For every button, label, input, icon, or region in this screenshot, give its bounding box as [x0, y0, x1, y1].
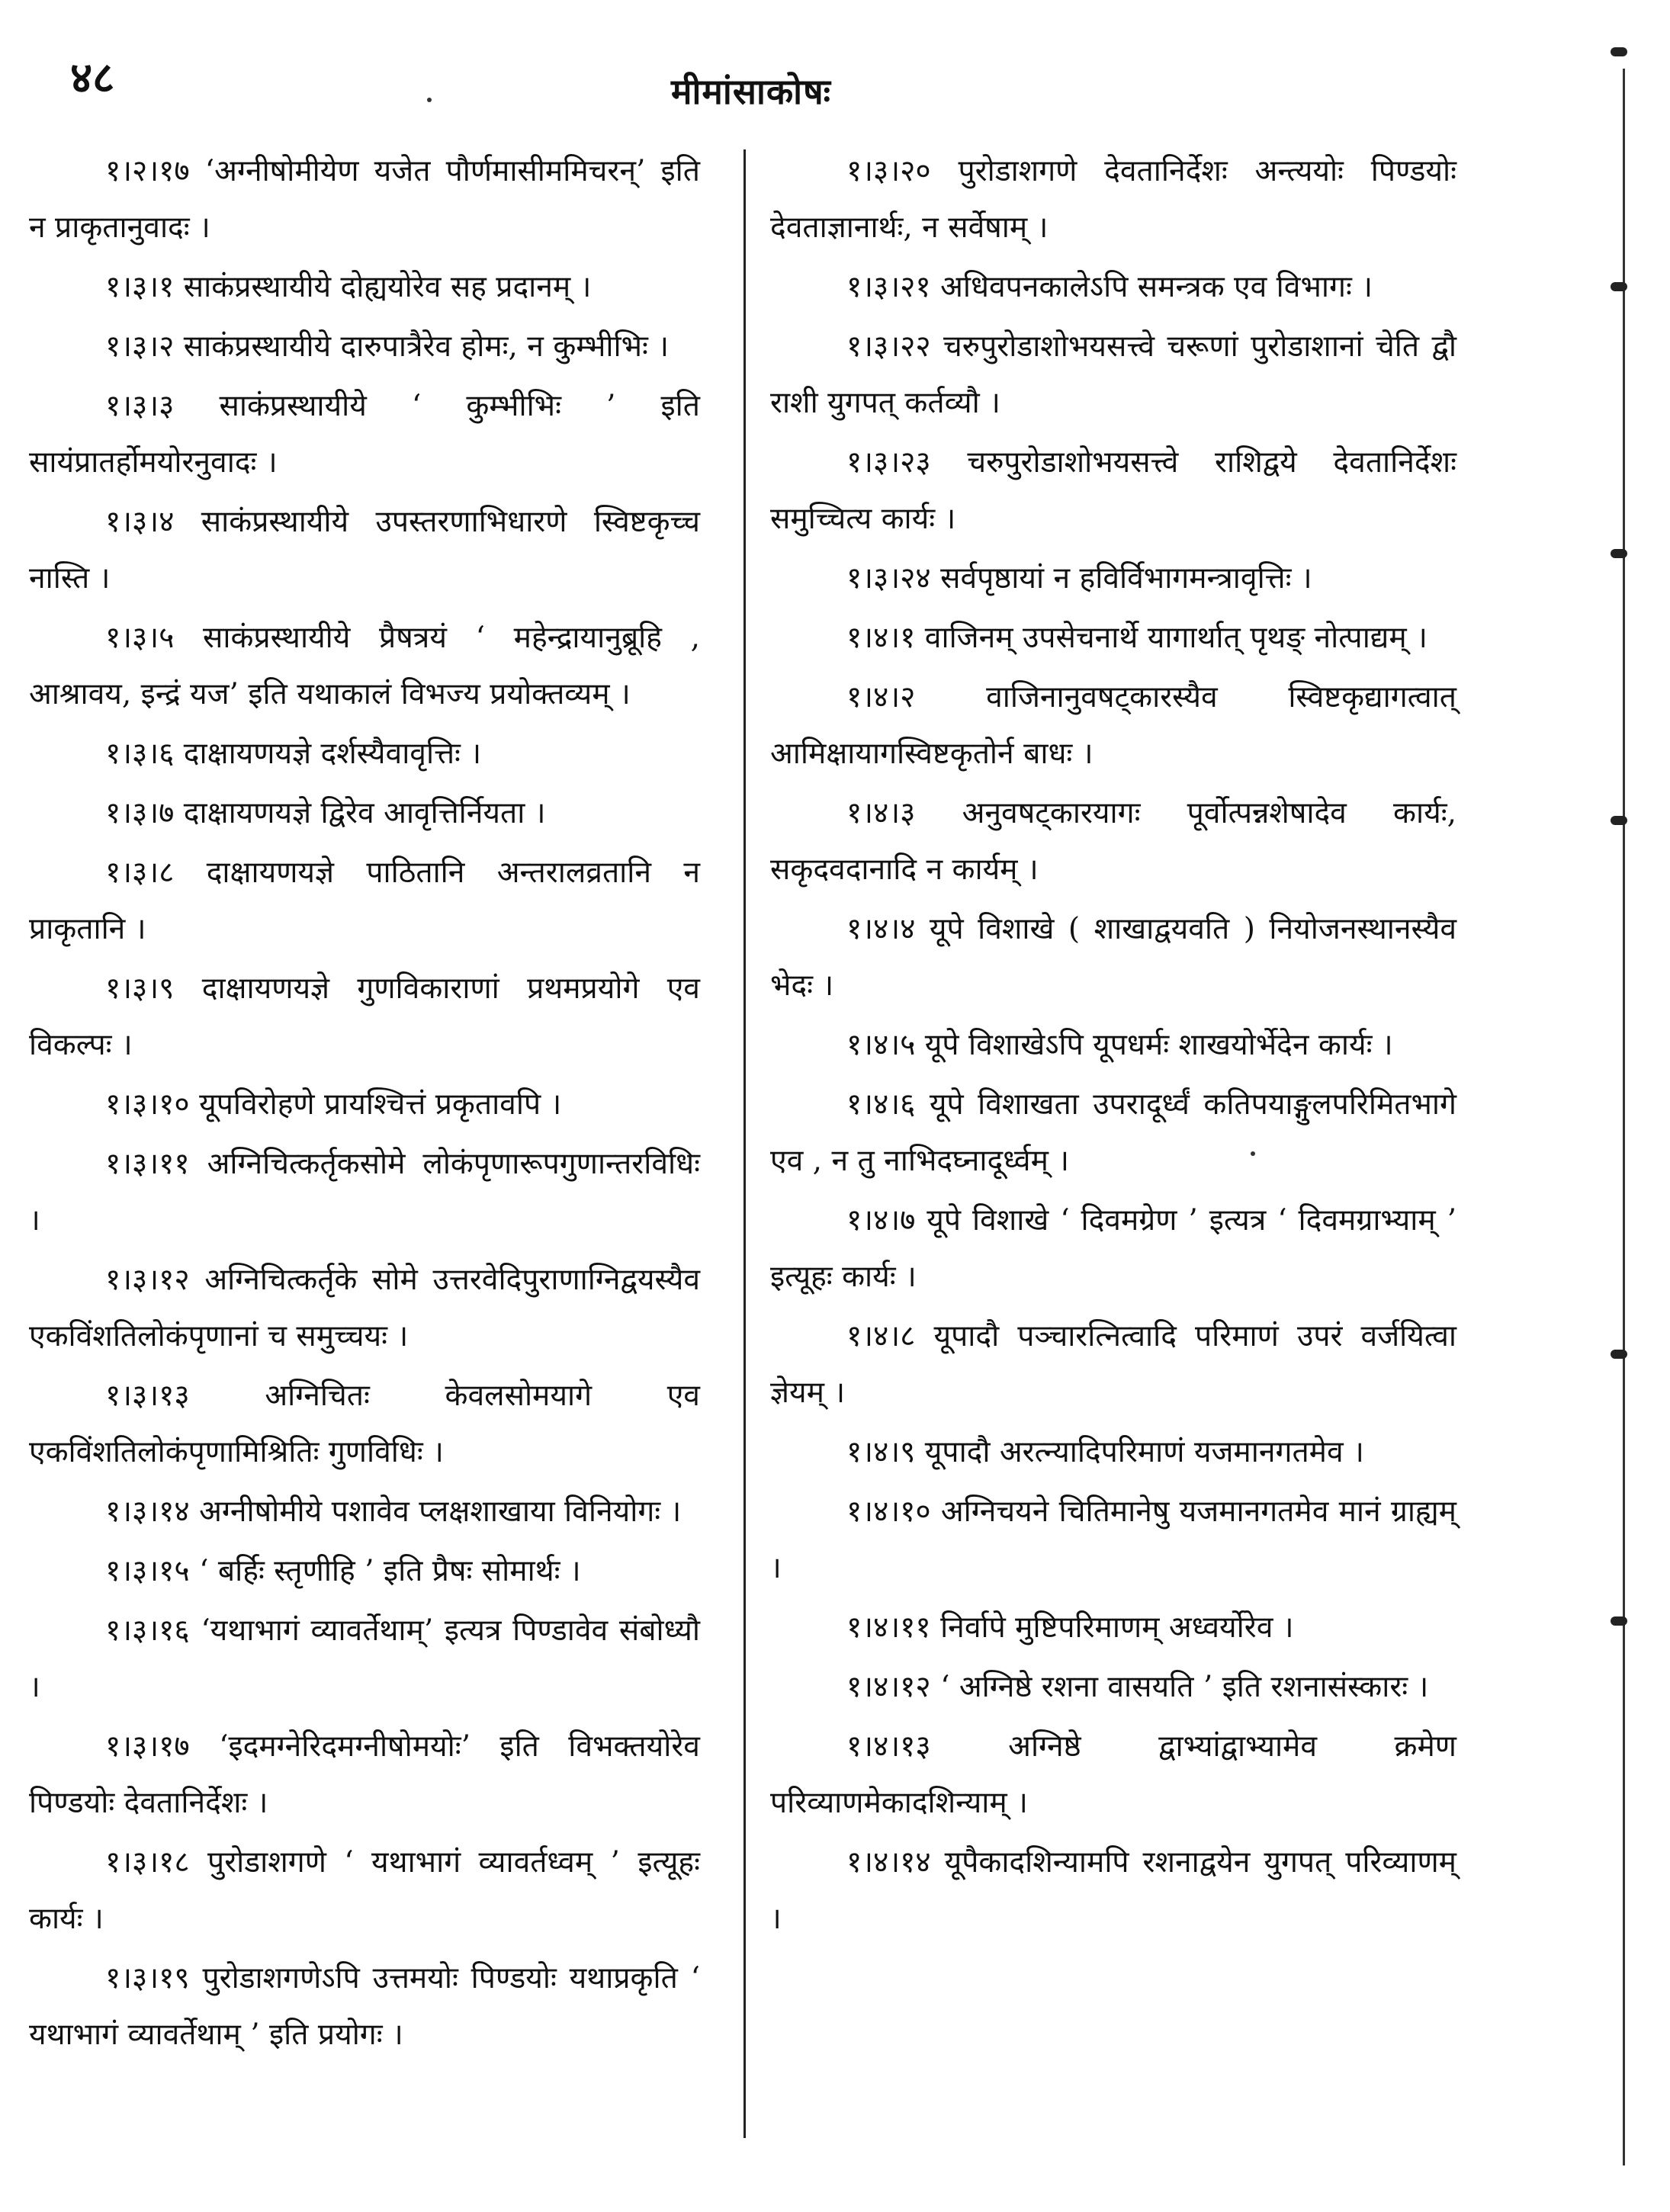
- entry: १।४।१४ यूपैकादशिन्यामपि रशनाद्वयेन युगपत् परिव्याणम् ।: [770, 1845, 1456, 1936]
- entry: १।३।३ साकंप्रस्थायीये ‘ कुम्भीभिः ’ इति सायंप्रातर्होमयोरनुवादः ।: [29, 389, 700, 480]
- right-column: [770, 143, 1456, 1950]
- binding-mark: [1611, 1350, 1627, 1359]
- entry: १।३।१७ ‘इदमग्नेरिदमग्नीषोमयोः’ इति विभक्तयोरेव पिण्डयोः देवतानिर्देशः ।: [29, 1729, 700, 1820]
- entry: १।४।१ वाजिनम् उपसेचनार्थे यागार्थात् पृथङ् नोत्पाद्यम् ।: [846, 621, 1428, 655]
- entry: १।४।८ यूपादौ पञ्चारत्नित्वादि परिमाणं उपरं वर्जयित्वा ज्ञेयम् ।: [770, 1319, 1456, 1410]
- entry: १।३।७ दाक्षायणयज्ञे द्विरेव आवृत्तिर्नियता ।: [105, 796, 546, 830]
- entry: १।४।१२ ‘ अग्निष्ठे रशना वासयति ’ इति रशनासंस्कारः ।: [846, 1670, 1429, 1704]
- entry: १।४।१० अग्निचयने चितिमानेषु यजमानगतमेव मानं ग्राह्यम् ।: [770, 1494, 1456, 1585]
- binding-mark: [1611, 549, 1627, 558]
- entry: १।३।१२ अग्निचित्कर्तृके सोमे उत्तरवेदिपुराणाग्निद्वयस्यैव एकविंशतिलोकंपृणानां च समुच्चयः ।: [29, 1263, 700, 1353]
- entry: १।३।२४ सर्वपृष्ठायां न हविर्विभागमन्त्रावृत्तिः ।: [846, 561, 1312, 596]
- entry: १।४।९ यूपादौ अरत्न्यादिपरिमाणं यजमानगतमेव ।: [846, 1435, 1364, 1469]
- entry: १।४।३ अनुवषट्कारयागः पूर्वोत्पन्नशेषादेव कार्यः, सकृदवदानादि न कार्यम् ।: [770, 796, 1456, 887]
- entry: १।३।२ साकंप्रस्थायीये दारुपात्रैरेव होमः, न कुम्भीभिः ।: [105, 329, 670, 364]
- entry: १।३।१३ अग्निचितः केवलसोमयागे एव एकविंशतिलोकंपृणामिश्रितिः गुणविधिः ।: [29, 1379, 700, 1469]
- entry: १।२।१७ ‘अग्नीषोमीयेण यजेत पौर्णमासीममिचरन्’ इति न प्राकृतानुवादः ।: [29, 154, 700, 245]
- entry: १।३।१५ ‘ बर्हिः स्तृणीहि ’ इति प्रैषः सोमार्थः ।: [105, 1554, 581, 1588]
- entry: १।४।५ यूपे विशाखेऽपि यूपधर्मः शाखयोर्भेदेन कार्यः ।: [846, 1028, 1393, 1062]
- entry: १।४।४ यूपे विशाखे ( शाखाद्वयवति ) नियोजनस्थानस्यैव भेदः ।: [770, 912, 1456, 1003]
- entry: १।३।२१ अधिवपनकालेऽपि समन्त्रक एव विभागः ।: [846, 270, 1373, 304]
- entry: १।४।६ यूपे विशाखता उपरादूर्ध्वं कतिपयाङ्गुलपरिमितभागे एव , न तु नाभिदघ्नादूर्ध्वम् ।: [770, 1087, 1456, 1178]
- entry: १।३।२० पुरोडाशगणे देवतानिर्देशः अन्त्ययोः पिण्डयोः देवताज्ञानार्थः, न सर्वेषाम् ।: [770, 154, 1456, 245]
- entry: १।३।८ दाक्षायणयज्ञे पाठितानि अन्तरालव्रतानि न प्राकृतानि ।: [29, 856, 700, 946]
- print-speck: [427, 98, 432, 102]
- entry: १।४।१३ अग्निष्ठे द्वाभ्यांद्वाभ्यामेव क्रमेण परिव्याणमेकादशिन्याम् ।: [770, 1729, 1456, 1820]
- binding-mark: [1611, 1616, 1627, 1626]
- entry: १।४।७ यूपे विशाखे ‘ दिवमग्रेण ’ इत्यत्र ‘ दिवमग्राभ्याम् ’ इत्यूहः कार्यः ।: [770, 1203, 1456, 1294]
- entry: १।३।४ साकंप्रस्थायीये उपस्तरणाभिधारणे स्विष्टकृच्च नास्ति ।: [29, 505, 700, 596]
- entry: १।३।१८ पुरोडाशगणे ‘ यथाभागं व्यावर्तध्वम् ’ इत्यूहः कार्यः ।: [29, 1845, 700, 1936]
- binding-mark: [1611, 282, 1627, 291]
- column-divider: [743, 149, 746, 2138]
- binding-edge-line: [1623, 69, 1625, 2165]
- print-speck: [1251, 1151, 1255, 1156]
- entry: १।३।१४ अग्नीषोमीये पशावेव प्लक्षशाखाया विनियोगः ।: [105, 1494, 682, 1529]
- page-number: ४८: [70, 53, 115, 103]
- entry: १।३।११ अग्निचित्कर्तृकसोमे लोकंपृणारूपगुणान्तरविधिः ।: [29, 1147, 700, 1238]
- entry: १।३।२३ चरुपुरोडाशोभयसत्त्वे राशिद्वये देवतानिर्देशः समुच्चित्य कार्यः ।: [770, 445, 1456, 536]
- left-column: [29, 143, 700, 2066]
- running-head: मीमांसाकोषः: [671, 71, 831, 112]
- entry: १।४।२ वाजिनानुवषट्कारस्यैव स्विष्टकृद्यागत्वात् आमिक्षायागस्विष्टकृतोर्न बाधः ।: [770, 680, 1456, 771]
- binding-mark: [1611, 47, 1627, 56]
- entry: १।३।६ दाक्षायणयज्ञे दर्शस्यैवावृत्तिः ।: [105, 737, 482, 771]
- entry: १।३।१० यूपविरोहणे प्रायश्चित्तं प्रकृतावपि ।: [105, 1087, 562, 1122]
- entry: १।३।१६ ‘यथाभागं व्यावर्तेथाम्’ इत्यत्र पिण्डावेव संबोध्यौ ।: [29, 1613, 700, 1704]
- entry: १।३।१९ पुरोडाशगणेऽपि उत्तमयोः पिण्डयोः यथाप्रकृति ‘ यथाभागं व्यावर्तेथाम् ’ इति प्रयोगः ।: [29, 1961, 700, 2052]
- binding-mark: [1611, 816, 1627, 825]
- entry: १।३।१ साकंप्रस्थायीये दोह्ययोरेव सह प्रदानम् ।: [105, 270, 592, 304]
- entry: १।३।२२ चरुपुरोडाशोभयसत्त्वे चरूणां पुरोडाशानां चेति द्वौ राशी युगपत् कर्तव्यौ ।: [770, 329, 1456, 420]
- entry: १।३।५ साकंप्रस्थायीये प्रैषत्रयं ‘ महेन्द्रायानुब्रूहि , आश्रावय, इन्द्रं यज’ इति यथाकालं विभज्य प्रयोक्तव्यम् ।: [29, 621, 700, 711]
- entry: १।४।११ निर्वापे मुष्टिपरिमाणम् अध्वर्योरेव ।: [846, 1610, 1294, 1645]
- entry: १।३।९ दाक्षायणयज्ञे गुणविकाराणां प्रथमप्रयोगे एव विकल्पः ।: [29, 971, 700, 1062]
